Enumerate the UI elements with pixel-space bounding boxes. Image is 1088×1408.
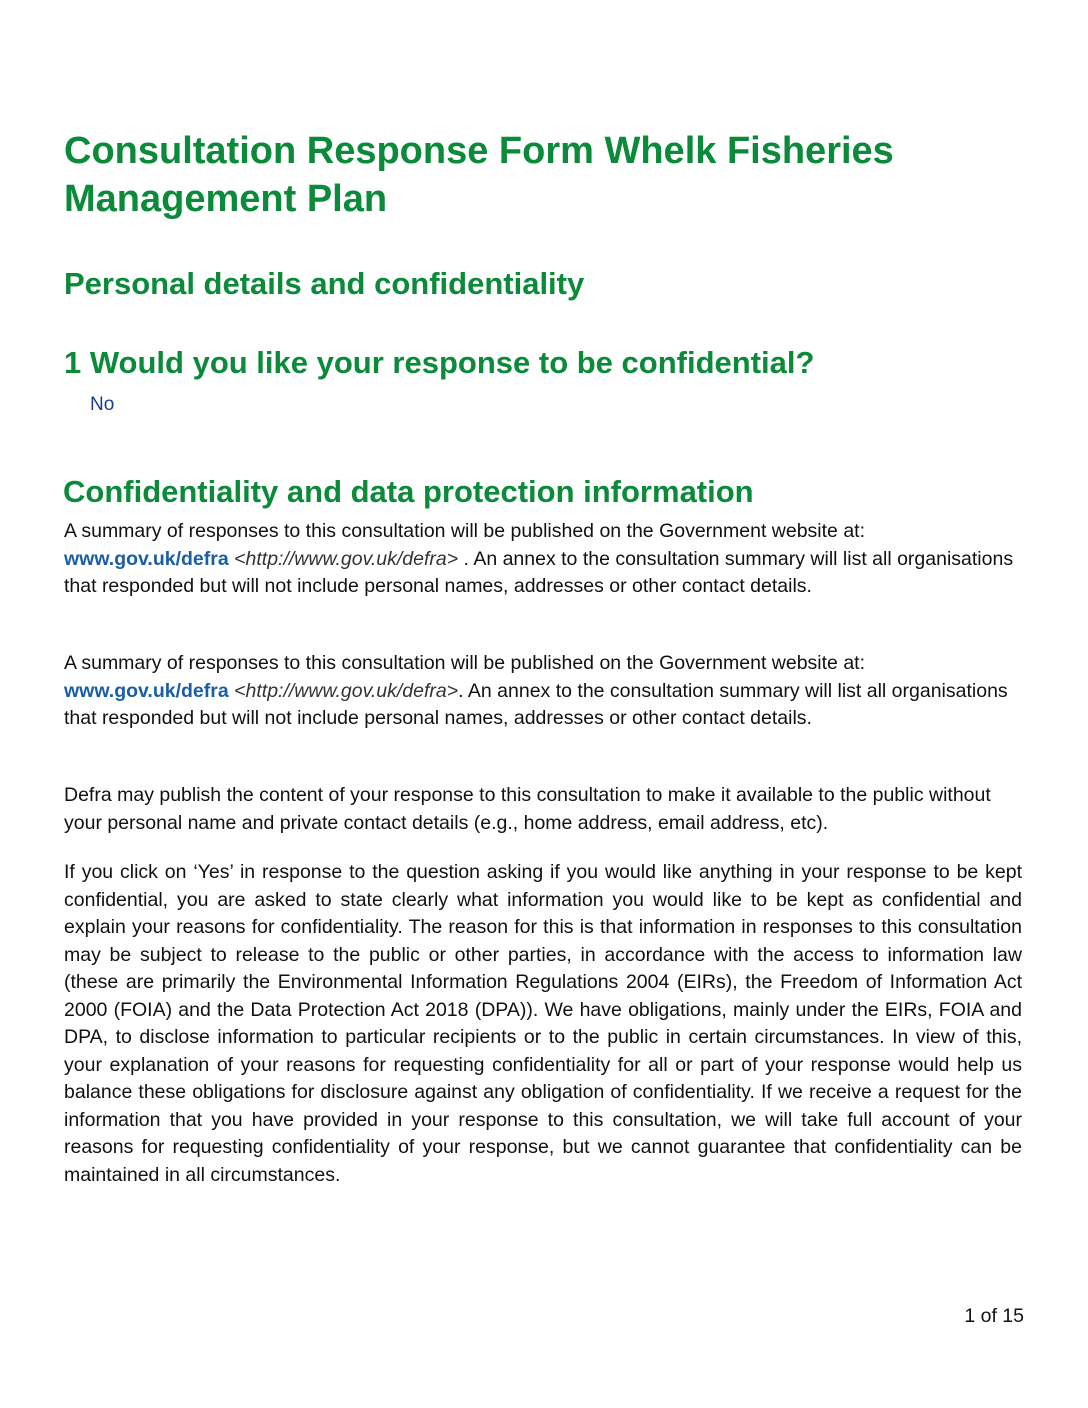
paragraph-summary-2 — [64, 650, 1022, 733]
section-heading: Personal details and confidentiality — [64, 266, 585, 301]
paragraph-publish: Defra may publish the content of your response to this consultation to make it available to the public without your personal name and private contact details (e.g., home address, email address, etc). — [64, 784, 991, 834]
defra-link[interactable]: www.gov.uk/defra — [64, 547, 229, 570]
info-heading: Confidentiality and data protection information — [63, 474, 754, 509]
paragraph-intro: A summary of responses to this consultation will be published on the Government website at: — [64, 520, 866, 542]
url-text: <http://www.gov.uk/defra> — [234, 547, 459, 570]
page-number: 1 of 15 — [964, 1305, 1024, 1327]
paragraph-confidentiality: If you click on ‘Yes’ in response to the question asking if you would like anything in your response to be kept confidential, you are asked to state clearly what information you would like to be kept as confidential and explain your reasons for confidentiality. The reason for this is that information in responses to this consultation may be subject to release to the public or other parties, in accordance with the access to information law (these are primarily the Environmental Information Regulations 2004 (EIRs), the Freedom of Information Act 2000 (FOIA) and the Data Protection Act 2018 (DPA)). We have obligations, mainly under the EIRs, FOIA and DPA, to disclose information to particular recipients or to the public in certain circumstances. In view of this, your explanation of your reasons for requesting confidentiality for all or part of your response would help us balance these obligations for disclosure against any obligation of confidentiality. If we receive a request for the information that you have provided in your response to this consultation, we will take full account of your reasons for requesting confidentiality of your response, but we cannot guarantee that confidentiality can be maintained in all circumstances. — [64, 861, 1022, 1186]
paragraph-rest: . An annex to the consultation summary will list all organisations that responded but will not include personal names, addresses or other contact details. — [64, 547, 1014, 597]
question-answer: No — [90, 394, 115, 415]
paragraph-summary-1 — [64, 518, 1022, 601]
defra-link[interactable]: www.gov.uk/defra — [64, 679, 229, 702]
page-title: Consultation Response Form Whelk Fisheries Management Plan — [64, 130, 894, 220]
paragraph-rest: . An annex to the consultation summary will list all organisations that responded but will not include personal names, addresses or other contact details. — [64, 679, 1008, 729]
url-text: <http://www.gov.uk/defra> — [234, 679, 459, 702]
question-heading: 1 Would you like your response to be confidential? — [64, 345, 815, 380]
paragraph-intro: A summary of responses to this consultation will be published on the Government website at: — [64, 652, 866, 674]
